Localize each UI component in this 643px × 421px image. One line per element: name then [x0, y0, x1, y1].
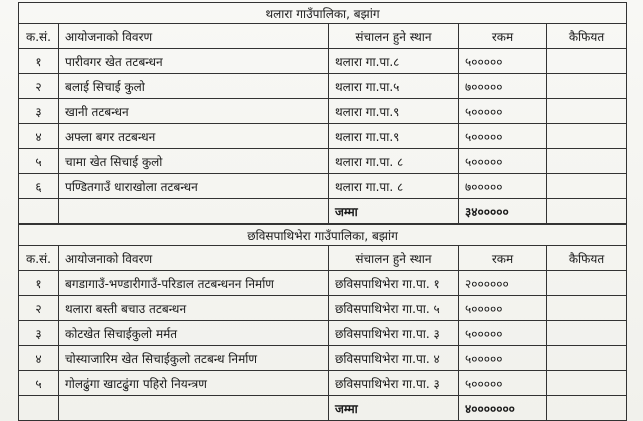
- cell-loc: छविसपाथिभेरा गा.पा. ३: [329, 371, 459, 396]
- table-row: [19, 271, 627, 296]
- table-row: [19, 99, 627, 124]
- table-row: [19, 149, 627, 174]
- total-amount: ३४०००००: [459, 199, 547, 224]
- cell-sn: ६: [19, 174, 59, 199]
- cell-remarks: [547, 124, 627, 149]
- cell-remarks: [547, 271, 627, 296]
- table-title-row: [19, 225, 627, 246]
- table-row: [19, 49, 627, 74]
- total-row: [19, 396, 627, 421]
- header-desc: आयोजनाको विवरण: [59, 24, 329, 49]
- table-title: छविसपाथिभेरा गाउँपालिका, बझांग: [19, 225, 627, 246]
- table-row: [19, 124, 627, 149]
- cell-sn: २: [19, 296, 59, 321]
- header-sn: क.सं.: [19, 24, 59, 49]
- cell-loc: थलारा गा.पा. ८: [329, 174, 459, 199]
- cell-amount: ७०००००: [459, 74, 547, 99]
- cell-amount: ५०००००: [459, 49, 547, 74]
- header-desc: आयोजनाको विवरण: [59, 246, 329, 271]
- cell-sn: १: [19, 271, 59, 296]
- header-remarks: कैफियत: [547, 24, 627, 49]
- total-label: जम्मा: [329, 199, 459, 224]
- total-label: जम्मा: [329, 396, 459, 421]
- cell-sn: ५: [19, 371, 59, 396]
- cell-sn: ४: [19, 124, 59, 149]
- cell-remarks: [547, 99, 627, 124]
- total-amount: ४०००००००: [459, 396, 547, 421]
- cell-desc: थलारा बस्ती बचाउ तटबन्धन: [59, 296, 329, 321]
- cell-sn: ३: [19, 99, 59, 124]
- table-title-row: [19, 3, 627, 24]
- header-amount: रकम: [459, 246, 547, 271]
- cell-desc: अफ्ला बगर तटबन्धन: [59, 124, 329, 149]
- cell-desc: खानी तटबन्धन: [59, 99, 329, 124]
- table-row: [19, 174, 627, 199]
- table-thalara: [18, 2, 627, 224]
- cell-loc: छविसपाथिभेरा गा.पा. ४: [329, 346, 459, 371]
- header-amount: रकम: [459, 24, 547, 49]
- cell-amount: ५०००००: [459, 371, 547, 396]
- table-title: थलारा गाउँपालिका, बझांग: [19, 3, 627, 24]
- cell-amount: ५०००००: [459, 321, 547, 346]
- cell-desc: पण्डितगाउँ धाराखोला तटबन्धन: [59, 174, 329, 199]
- cell-loc: छविसपाथिभेरा गा.पा. ५: [329, 296, 459, 321]
- cell-sn: ३: [19, 321, 59, 346]
- cell-sn: ४: [19, 346, 59, 371]
- header-sn: क.सं.: [19, 246, 59, 271]
- cell-amount: ५०००००: [459, 346, 547, 371]
- cell-amount: ५०००००: [459, 99, 547, 124]
- cell-loc: थलारा गा.पा.५: [329, 74, 459, 99]
- header-loc: संचालन हुने स्थान: [329, 24, 459, 49]
- cell-amount: ५०००००: [459, 124, 547, 149]
- cell-remarks: [547, 346, 627, 371]
- cell-desc: चोस्याजारिम खेत सिचाईकुलो तटबन्ध निर्माण: [59, 346, 329, 371]
- cell-desc: गोलढुंगा खाटढुंगा पहिरो नियन्त्रण: [59, 371, 329, 396]
- cell-remarks: [547, 174, 627, 199]
- cell-loc: छविसपाथिभेरा गा.पा. ३: [329, 321, 459, 346]
- cell-loc: छविसपाथिभेरा गा.पा. १: [329, 271, 459, 296]
- cell-loc: थलारा गा.पा. ८: [329, 149, 459, 174]
- cell-remarks: [547, 371, 627, 396]
- cell-remarks: [547, 74, 627, 99]
- cell-amount: २००००००: [459, 271, 547, 296]
- cell-sn: २: [19, 74, 59, 99]
- cell-amount: ५०००००: [459, 296, 547, 321]
- cell-desc: कोटखेत सिचाईकुलो मर्मत: [59, 321, 329, 346]
- table-header-row: [19, 246, 627, 271]
- cell-amount: ७०००००: [459, 174, 547, 199]
- total-row: [19, 199, 627, 224]
- header-remarks: कैफियत: [547, 246, 627, 271]
- cell-desc: बगडागाउँ-भण्डारीगाउँ-परिडाल तटबन्धनन निर्माण: [59, 271, 329, 296]
- table-row: [19, 321, 627, 346]
- table-header-row: [19, 24, 627, 49]
- cell-desc: चामा खेत सिचाई कुलो: [59, 149, 329, 174]
- table-row: [19, 296, 627, 321]
- cell-amount: ५०००००: [459, 149, 547, 174]
- table-chhabispathibhera: [18, 224, 627, 421]
- cell-loc: थलारा गा.पा.८: [329, 49, 459, 74]
- header-loc: संचालन हुने स्थान: [329, 246, 459, 271]
- cell-sn: ५: [19, 149, 59, 174]
- cell-desc: बलाई सिचाई कुलो: [59, 74, 329, 99]
- cell-remarks: [547, 49, 627, 74]
- table-row: [19, 74, 627, 99]
- table-row: [19, 346, 627, 371]
- cell-loc: थलारा गा.पा.९: [329, 99, 459, 124]
- cell-loc: थलारा गा.पा.९: [329, 124, 459, 149]
- cell-remarks: [547, 296, 627, 321]
- cell-sn: १: [19, 49, 59, 74]
- cell-remarks: [547, 149, 627, 174]
- cell-remarks: [547, 321, 627, 346]
- cell-desc: पारीवगर खेत तटबन्धन: [59, 49, 329, 74]
- table-row: [19, 371, 627, 396]
